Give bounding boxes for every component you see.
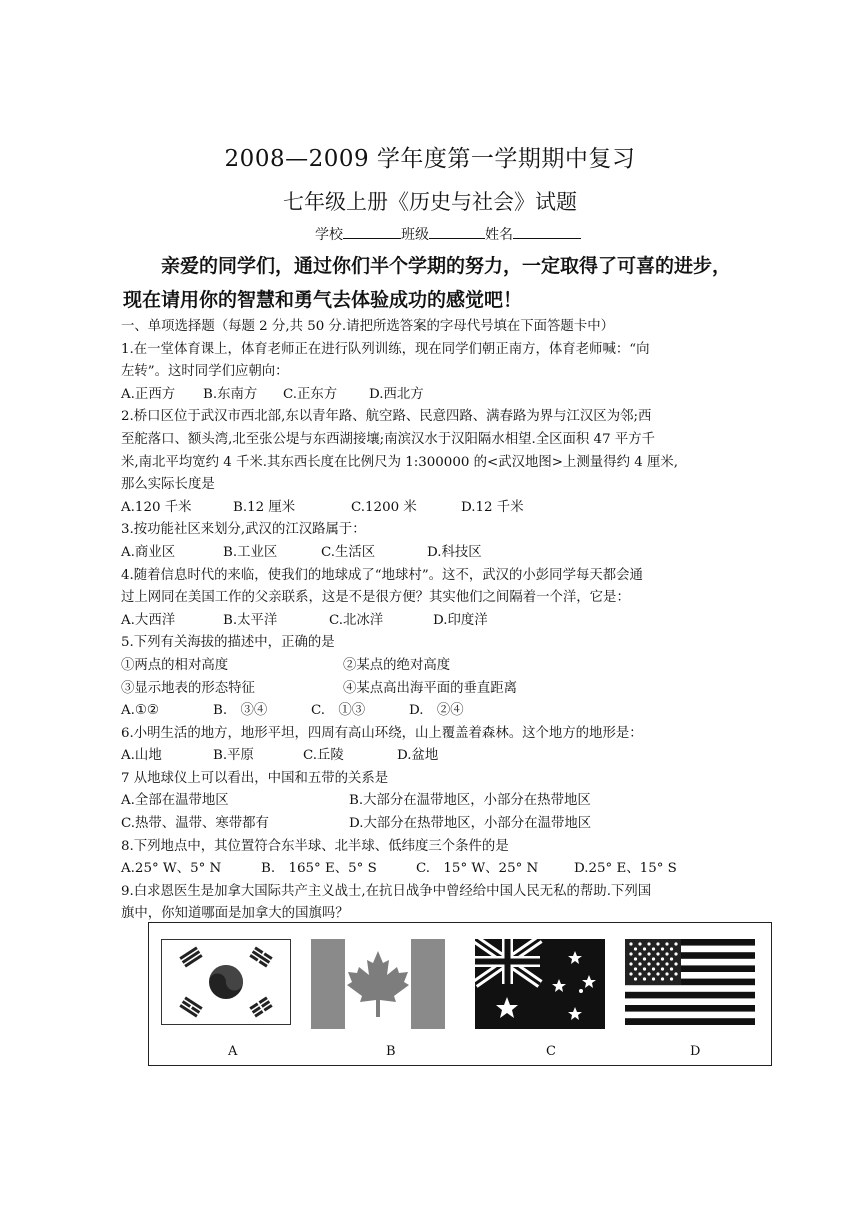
q3-option-c: C.生活区 [321, 544, 376, 560]
q1-line1: 1.在一堂体育课上，体育老师正在进行队列训练，现在同学们朝正南方，体育老师喊：“向 [121, 341, 650, 357]
q3-option-a: A.商业区 [121, 544, 176, 560]
q1-option-c: C.正东方 [283, 386, 338, 402]
q5-statement-3: ③显示地表的形态特征 [121, 680, 255, 696]
q2-option-d: D.12 千米 [461, 499, 524, 515]
q5-options [121, 700, 741, 723]
q4-options [121, 610, 741, 633]
q8-options [121, 858, 741, 881]
q2-line2: 至舵落口、额头湾,北至张公堤与东西湖接壤;南滨汉水于汉阳隔水相望.全区面积 47 平方千 [121, 431, 656, 447]
q5-option-c: C. ①③ [311, 703, 366, 719]
q9-line2: 旗中，你知道哪面是加拿大的国旗吗？ [121, 906, 349, 922]
flag-label-a: A [228, 1044, 238, 1059]
q6-option-a: A.山地 [121, 748, 162, 764]
q1-option-d: D.西北方 [369, 386, 424, 402]
q1-line2: 左转”。这时同学们应朝向： [121, 364, 289, 380]
south-korea-flag-image [161, 939, 291, 1025]
q2-line1: 2.桥口区位于武汉市西北部,东以青年路、航空路、民意四路、满春路为界与江汉区为邻;西 [121, 409, 652, 425]
school-label: 学校 [315, 227, 343, 243]
q8-line1: 8.下列地点中，其位置符合东半球、北半球、低纬度三个条件的是 [121, 838, 509, 854]
flag-label-b: B [386, 1044, 396, 1059]
section-heading: 一、单项选择题（每题 2 分,共 50 分.请把所选答案的字母代号填在下面答题卡中） [121, 319, 614, 334]
q5-option-b: B. ③④ [213, 703, 268, 719]
q7-option-b: B.大部分在温带地区，小部分在热带地区 [349, 793, 591, 809]
q6-option-b: B.平原 [213, 748, 254, 764]
q3-line1: 3.按功能社区来划分,武汉的江汉路属于： [121, 522, 366, 538]
q5-line1: 5.下列有关海拔的描述中，正确的是 [121, 635, 335, 651]
q8-option-c: C. 15° W、25° N [416, 861, 539, 877]
q4-option-c: C.北冰洋 [329, 612, 384, 628]
q2-option-a: A.120 千米 [121, 499, 192, 515]
q5-statements-1 [121, 655, 741, 678]
exam-title: 2008—2009 学年度第一学期期中复习 [224, 146, 636, 172]
q2-line3: 米,南北平均宽约 4 千米.其东西长度在比例尺为 1:300000 的<武汉地图>上测量得约 4 厘米, [121, 454, 679, 470]
q5-option-d: D. ②④ [409, 703, 464, 719]
q6-option-d: D.盆地 [397, 748, 439, 764]
q6-options [121, 745, 741, 768]
name-blank [513, 226, 581, 239]
q4-option-a: A.大西洋 [121, 612, 176, 628]
q1-options [121, 384, 741, 407]
q4-line1: 4.随着信息时代的来临，使我们的地球成了“地球村”。这不，武汉的小彭同学每天都会通 [121, 567, 643, 583]
q6-option-c: C.丘陵 [303, 748, 344, 764]
exam-subtitle: 七年级上册《历史与社会》试题 [283, 190, 577, 214]
q5-option-a: A.①② [121, 703, 159, 719]
australia-flag-image [475, 939, 605, 1029]
name-label: 姓名 [485, 227, 513, 243]
q9-line1: 9.白求恩医生是加拿大国际共产主义战士,在抗日战争中曾经给中国人民无私的帮助.下列国 [121, 883, 652, 899]
q2-option-c: C.1200 米 [351, 499, 417, 515]
q8-option-d: D.25° E、15° S [574, 861, 677, 877]
q5-statement-2: ②某点的绝对高度 [343, 657, 451, 673]
class-label: 班级 [401, 227, 429, 243]
student-info-line [315, 224, 581, 244]
q7-line1: 7 从地球仪上可以看出，中国和五带的关系是 [121, 770, 389, 786]
q8-option-a: A.25° W、5° N [121, 861, 222, 877]
q3-options [121, 542, 741, 565]
q7-options-2 [121, 813, 741, 836]
question-section [121, 316, 741, 926]
q8-option-b: B. 165° E、5° S [261, 861, 377, 877]
q2-options [121, 497, 741, 520]
q5-statement-1: ①两点的相对高度 [121, 657, 229, 673]
q2-line4: 那么实际长度是 [121, 477, 215, 493]
flag-label-c: C [546, 1044, 556, 1059]
q4-option-d: D.印度洋 [433, 612, 488, 628]
q5-statements-2 [121, 678, 741, 701]
q6-line1: 6.小明生活的地方，地形平坦，四周有高山环绕，山上覆盖着森林。这个地方的地形是： [121, 725, 643, 741]
q7-option-c: C.热带、温带、寒带都有 [121, 816, 269, 832]
q7-option-d: D.大部分在热带地区，小部分在温带地区 [349, 816, 592, 832]
q4-option-b: B.太平洋 [223, 612, 278, 628]
usa-flag-image [625, 939, 755, 1025]
q3-option-d: D.科技区 [427, 544, 482, 560]
q3-option-b: B.工业区 [223, 544, 278, 560]
flags-figure [148, 922, 772, 1066]
q1-option-a: A.正西方 [121, 386, 176, 402]
q1-option-b: B.东南方 [203, 386, 258, 402]
greeting-text: 亲爱的同学们，通过你们半个学期的努力，一定取得了可喜的进步，现在请用你的智慧和勇气去体验成功的感觉吧！ [123, 255, 732, 311]
canada-flag-image [311, 939, 445, 1029]
q2-option-b: B.12 厘米 [233, 499, 296, 515]
q7-options-1 [121, 790, 741, 813]
school-blank [343, 226, 401, 239]
q5-statement-4: ④某点高出海平面的垂直距离 [343, 680, 518, 696]
class-blank [429, 226, 485, 239]
q4-line2: 过上网同在美国工作的父亲联系，这是不是很方便？其实他们之间隔着一个洋，它是： [121, 590, 630, 606]
q7-option-a: A.全部在温带地区 [121, 793, 229, 809]
flag-label-d: D [690, 1044, 701, 1059]
